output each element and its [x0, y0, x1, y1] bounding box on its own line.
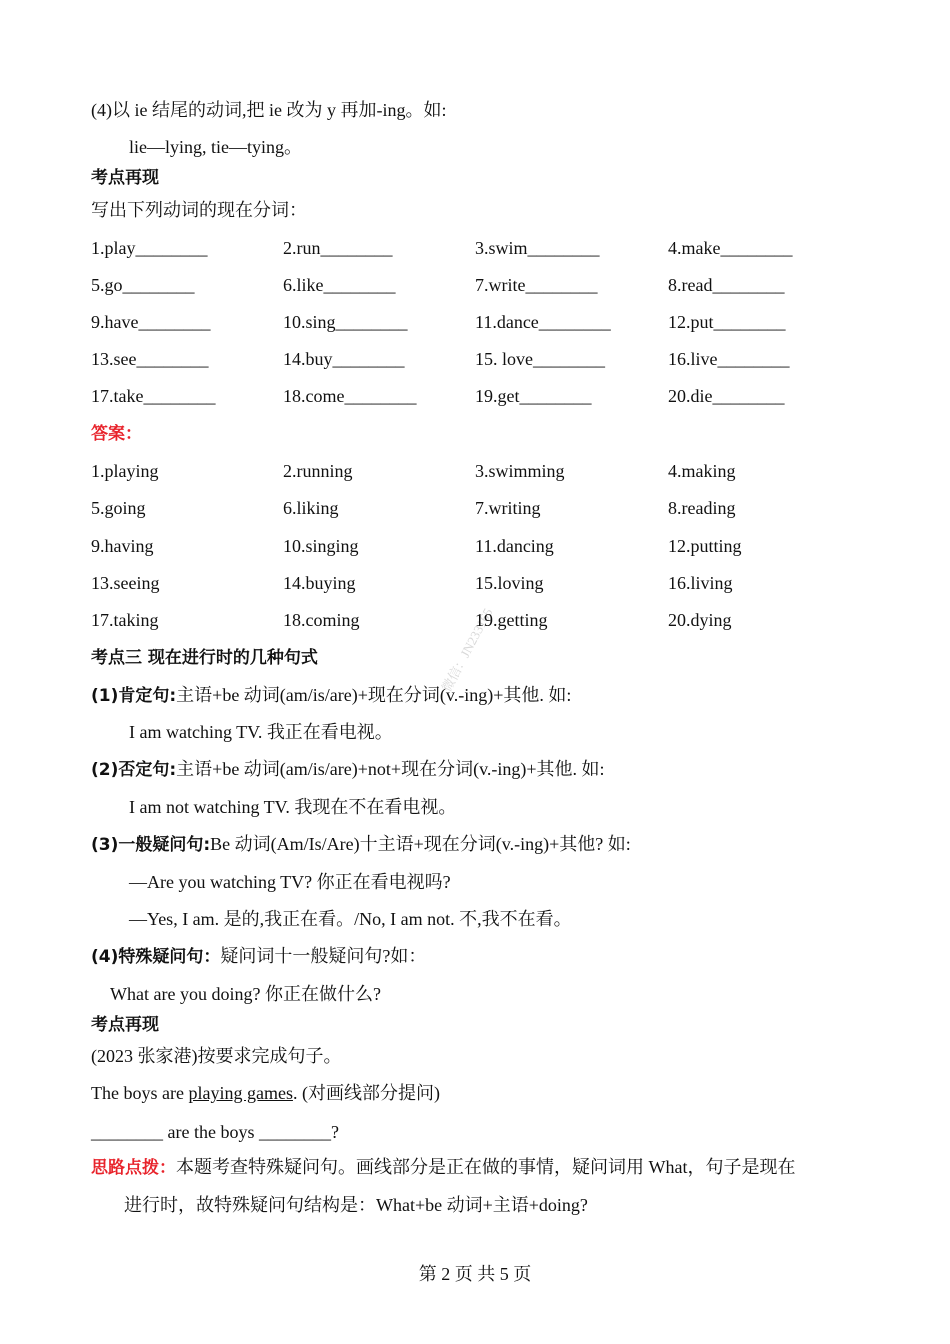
general-question-example: —Are you watching TV? 你正在看电视吗?	[129, 872, 451, 892]
answer-item: 7.writing	[475, 498, 541, 518]
general-question-rule	[91, 832, 631, 857]
negative-label: (2)否定句:	[91, 760, 177, 780]
general-question-example: —Yes, I am. 是的,我正在看。/No, I am not. 不,我不在看。	[129, 909, 572, 929]
answer-item: 8.reading	[668, 498, 736, 518]
exercise-item: 20.die________	[668, 386, 785, 406]
answers-row	[91, 608, 871, 632]
answer-item: 20.dying	[668, 610, 732, 630]
special-question-label: (4)特殊疑问句：	[91, 947, 221, 967]
answers-row	[91, 534, 871, 558]
practice1-heading: 考点再现	[91, 168, 159, 188]
exercise-item: 19.get________	[475, 386, 592, 406]
exercise-item: 1.play________	[91, 238, 208, 258]
answer-item: 14.buying	[283, 573, 356, 593]
answers-row	[91, 459, 871, 483]
exercise-item: 6.like________	[283, 275, 396, 295]
practice2-heading: 考点再现	[91, 1015, 159, 1035]
exercise-item: 8.read________	[668, 275, 785, 295]
practice1-row	[91, 384, 871, 408]
practice1-row	[91, 310, 871, 334]
negative-example: I am not watching TV. 我现在不在看电视。	[129, 797, 457, 817]
practice1-row	[91, 347, 871, 371]
practice2-source: (2023 张家港)按要求完成句子。	[91, 1046, 342, 1066]
section3-heading: 考点三 现在进行时的几种句式	[91, 648, 318, 668]
answer-item: 6.liking	[283, 498, 339, 518]
answer-item: 3.swimming	[475, 461, 565, 481]
answer-item: 15.loving	[475, 573, 544, 593]
underlined-phrase: playing games	[188, 1083, 293, 1103]
answer-item: 4.making	[668, 461, 736, 481]
exercise-item: 15. love________	[475, 349, 605, 369]
general-question-label: (3)一般疑问句:	[91, 835, 211, 855]
negative-text: 主语+be 动词(am/is/are)+not+现在分词(v.-ing)+其他. 如:	[176, 759, 605, 779]
answer-item: 2.running	[283, 461, 353, 481]
exercise-item: 12.put________	[668, 312, 786, 332]
answer-item: 17.taking	[91, 610, 159, 630]
practice1-instruction: 写出下列动词的现在分词：	[91, 200, 307, 220]
answer-item: 19.getting	[475, 610, 548, 630]
page-footer: 第 2 页 共 5 页	[418, 1264, 532, 1284]
exercise-item: 10.sing________	[283, 312, 408, 332]
answer-item: 5.going	[91, 498, 146, 518]
exercise-item: 11.dance________	[475, 312, 611, 332]
practice1-row	[91, 236, 871, 260]
exercise-item: 9.have________	[91, 312, 211, 332]
answer-item: 12.putting	[668, 536, 742, 556]
watermark: 微信：JN233165	[438, 605, 496, 695]
answer-item: 16.living	[668, 573, 733, 593]
sentence-start: The boys are	[91, 1083, 189, 1103]
hint-label: 思路点拨：	[91, 1158, 176, 1178]
special-question-example: What are you doing? 你正在做什么?	[110, 984, 381, 1004]
special-question-rule	[91, 944, 426, 969]
practice2-blank-line: ________ are the boys ________?	[91, 1122, 339, 1142]
negative-rule	[91, 757, 605, 782]
rule4-line1: (4)以 ie 结尾的动词,把 ie 改为 y 再加-ing。如:	[91, 100, 447, 120]
exercise-item: 17.take________	[91, 386, 216, 406]
hint-line2: 进行时，故特殊疑问句结构是：What+be 动词+主语+doing?	[124, 1195, 588, 1215]
answers-row	[91, 496, 871, 520]
exercise-item: 18.come________	[283, 386, 417, 406]
sentence-end: . (对画线部分提问)	[292, 1083, 440, 1103]
answer-item: 18.coming	[283, 610, 360, 630]
hint-line1	[91, 1155, 795, 1180]
exercise-item: 3.swim________	[475, 238, 600, 258]
affirmative-label: (1)肯定句:	[91, 686, 177, 706]
exercise-item: 7.write________	[475, 275, 598, 295]
exercise-item: 4.make________	[668, 238, 793, 258]
answers-row	[91, 571, 871, 595]
answers-heading: 答案：	[91, 424, 142, 444]
exercise-item: 13.see________	[91, 349, 209, 369]
exercise-item: 5.go________	[91, 275, 195, 295]
hint-text: 本题考查特殊疑问句。画线部分是正在做的事情，疑问词用 What，句子是现在	[176, 1157, 796, 1177]
rule4-line2: lie—lying, tie—tying。	[129, 137, 302, 157]
exercise-item: 2.run________	[283, 238, 393, 258]
practice2-sentence	[91, 1081, 440, 1105]
answer-item: 13.seeing	[91, 573, 160, 593]
affirmative-rule	[91, 683, 571, 708]
answer-item: 1.playing	[91, 461, 159, 481]
exercise-item: 16.live________	[668, 349, 790, 369]
answer-item: 9.having	[91, 536, 154, 556]
special-question-text: 疑问词十一般疑问句?如：	[220, 946, 427, 966]
answer-item: 11.dancing	[475, 536, 554, 556]
affirmative-example: I am watching TV. 我正在看电视。	[129, 722, 393, 742]
general-question-text: Be 动词(Am/Is/Are)十主语+现在分词(v.-ing)+其他? 如:	[210, 834, 631, 854]
practice1-row	[91, 273, 871, 297]
affirmative-text: 主语+be 动词(am/is/are)+现在分词(v.-ing)+其他. 如:	[176, 685, 572, 705]
exercise-item: 14.buy________	[283, 349, 405, 369]
answer-item: 10.singing	[283, 536, 359, 556]
